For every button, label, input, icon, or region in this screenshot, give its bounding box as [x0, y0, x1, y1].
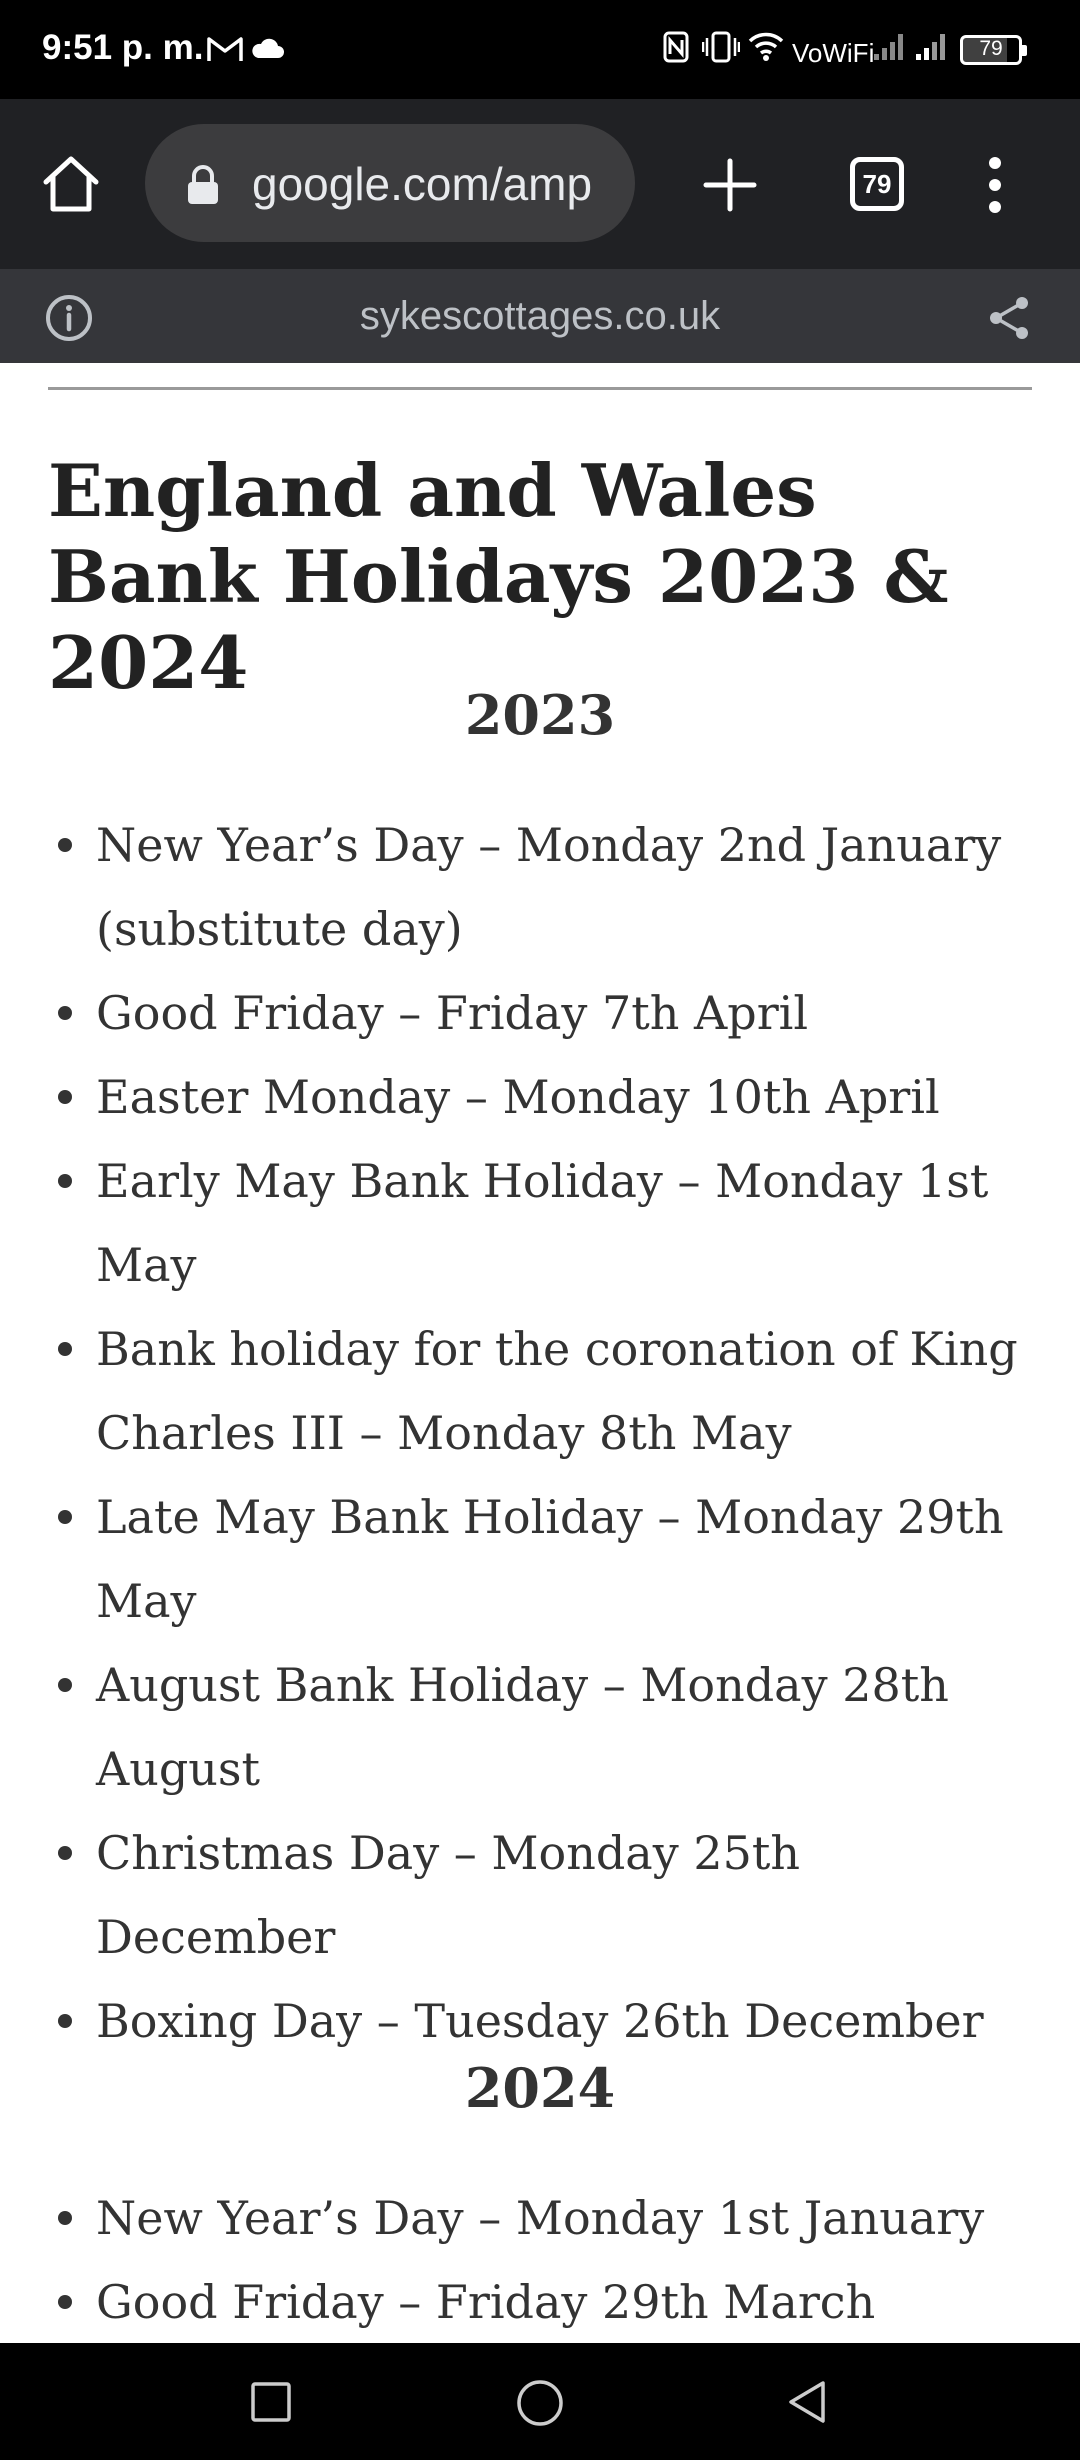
- home-icon[interactable]: [36, 149, 106, 219]
- home-circle-icon[interactable]: [515, 2378, 565, 2428]
- bullet: [58, 1846, 72, 1860]
- holiday-item: [0, 2260, 1080, 2343]
- battery-nub: [1022, 45, 1027, 56]
- battery-icon: [960, 35, 1022, 65]
- holiday-item: [0, 971, 1080, 1055]
- holiday-text: Late May Bank Holiday – Monday 29th May: [96, 1490, 1004, 1628]
- holiday-list-2024: [0, 2176, 1080, 2343]
- vowifi-label: VoWiFi: [792, 38, 875, 68]
- bullet: [58, 1174, 72, 1188]
- holiday-text: Christmas Day – Monday 25th December: [96, 1826, 800, 1964]
- vibrate-icon: [702, 30, 740, 64]
- holiday-item: [0, 2176, 1080, 2260]
- nfc-icon: [662, 30, 690, 64]
- site-domain: sykescottages.co.uk: [359, 294, 721, 338]
- status-bar: [0, 0, 1080, 99]
- battery-percent: 79: [979, 37, 1003, 60]
- amp-site-bar: [0, 269, 1080, 363]
- bullet: [58, 838, 72, 852]
- holiday-item: [0, 1055, 1080, 1139]
- signal-icon: [914, 30, 950, 62]
- holiday-text: Boxing Day – Tuesday 26th December: [96, 1994, 984, 2048]
- holiday-text: Bank holiday for the coronation of King Charles III – Monday 8th May: [96, 1322, 1018, 1460]
- bullet: [58, 2014, 72, 2028]
- bullet: [58, 1006, 72, 1020]
- holiday-text: Easter Monday – Monday 10th April: [96, 1070, 940, 1124]
- holiday-text: Good Friday – Friday 29th March: [96, 2275, 876, 2329]
- holiday-item: [0, 1139, 1080, 1307]
- back-icon[interactable]: [785, 2379, 831, 2425]
- holiday-text: August Bank Holiday – Monday 28th August: [96, 1658, 949, 1796]
- bullet: [58, 1510, 72, 1524]
- recents-icon[interactable]: [250, 2381, 292, 2423]
- cloud-icon: [250, 36, 286, 62]
- holiday-item: [0, 1979, 1080, 2063]
- holiday-text: Early May Bank Holiday – Monday 1st May: [96, 1154, 989, 1292]
- holiday-item: [0, 803, 1080, 971]
- url-text[interactable]: google.com/amp: [252, 158, 593, 210]
- holiday-item: [0, 1475, 1080, 1643]
- bullet: [58, 1090, 72, 1104]
- signal-icon: [872, 30, 908, 62]
- share-icon[interactable]: [984, 293, 1034, 343]
- year-heading-2023: 2023: [464, 683, 616, 747]
- year-heading-2024: 2024: [464, 2056, 616, 2120]
- wifi-icon: [747, 30, 785, 62]
- holiday-item: [0, 1643, 1080, 1811]
- bullet: [58, 2211, 72, 2225]
- tab-switcher-button[interactable]: 79: [850, 157, 904, 211]
- page-content[interactable]: [0, 363, 1080, 2343]
- plus-icon[interactable]: [700, 155, 760, 215]
- page-title: England and Wales Bank Holidays 2023 & 2024: [48, 448, 949, 705]
- gmail-icon: [206, 34, 244, 64]
- status-time: 9:51 p. m.: [42, 28, 204, 67]
- more-vert-icon[interactable]: [975, 155, 1015, 215]
- address-bar[interactable]: [145, 124, 635, 242]
- holiday-text: New Year’s Day – Monday 2nd January (substitute day): [96, 818, 1002, 956]
- holiday-item: [0, 1307, 1080, 1475]
- lock-icon: [185, 164, 221, 206]
- holiday-text: Good Friday – Friday 7th April: [96, 986, 809, 1040]
- divider: [48, 387, 1032, 390]
- holiday-item: [0, 1811, 1080, 1979]
- holiday-list-2023: [0, 803, 1080, 2063]
- system-nav-bar: [0, 2343, 1080, 2460]
- bullet: [58, 2295, 72, 2309]
- bullet: [58, 1678, 72, 1692]
- browser-toolbar: [0, 99, 1080, 269]
- holiday-text: New Year’s Day – Monday 1st January: [96, 2191, 985, 2245]
- bullet: [58, 1342, 72, 1356]
